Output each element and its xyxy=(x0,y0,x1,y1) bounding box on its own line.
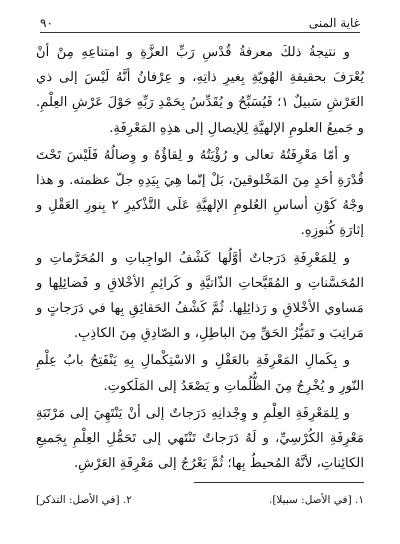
paragraph: و أمّا مَعْرِفَتُهُ تعالى و رُؤْيَتُهُ و لِقاؤُهُ و وِصالُهُ فَلَيْسَ تَحْتَ قُدْرَةِ أحَدٍ مِنَ المَخْلوقينَ، بَلْ إنّما هِيَ بِيَدِهِ جلّ عظمته. و هذا وجْهُ كَوْنِ أساسِ العُلومِ الإلهيَّةِ عَلَى التَّذْكيرِ ٢ بِنورِ العَقْلِ و إثارَةِ كُنوزِهِ. xyxy=(36,147,364,239)
footnotes xyxy=(36,494,364,506)
body-text xyxy=(36,40,364,478)
header-rule xyxy=(40,32,360,33)
footnote-rule xyxy=(194,482,364,483)
page-header xyxy=(40,10,360,30)
footnote-1: ١. [في الأصل: سبيلا]. xyxy=(268,494,364,506)
paragraph: و لِلمَعْرِفَةِ العِلْمِ و وِجْدانِهِ دَرَجاتٌ إلى أنْ يَنْتَهِيَ إلى مَرْتَبَةِ مَعْرِفَةِ الكُرْسِيِّ، و لَهُ دَرَجاتٌ تَنْتَهي إلى تَحَمُّلِ العِلْمِ بِجَميعِ الكائِناتِ، لأنَّهُ المُحيطُ بِها؛ ثُمَّ يَعْرُجُ إلى مَعْرِفَةِ العَرْشِ. xyxy=(36,405,364,472)
paragraph: و لِلمَعْرِفَةِ دَرَجاتٌ أوَّلُها كَشْفُ الواجِباتِ و المُحَرَّماتِ و المُحَسَّناتِ و المُقَبَّحاتِ الذّاتيَّةِ و كَرائِمِ الأخْلاقِ و فَضائِلِها و مَساوي الأخْلاقِ و رَذائِلِها. ثُمَّ كَشْفُ الحَقائِقِ بِها في دَرَجاتٍ و مَراتِبَ و تَمَيُّزُ الحَقِّ مِنَ الباطِلِ، و الصّادِقِ مِنَ الكاذِبِ. xyxy=(36,250,364,342)
page-number: ٩٠ xyxy=(40,16,53,30)
footnote-2: ٢. [في الأصل: التذكر] xyxy=(36,494,132,506)
paragraph: و بِكَمالِ المَعْرِفَةِ بالعَقْلِ و الاسْتِكْمالِ بِهِ يَنْفَتِحُ بابُ عِلْمِ النّورِ و يُخْرِجُ مِنَ الظُّلُماتِ و يَصْعَدُ إلى المَلَكوتِ. xyxy=(36,353,364,394)
running-title: غاية المنى xyxy=(308,16,360,30)
paragraph: و نتيجةُ ذلكَ معرفةُ قُدْسِ رَبِّ العزَّةِ و امتناعِهِ مِنْ أنْ يُعْرَفَ بحقيقةِ الهُويّةِ بِغيرِ ذاتِهِ، و عِرْفانُ أنَّهُ لَيْسَ إلى ذي العَرْشِ سَبيلٌ ١؛ فَيُسَبِّحُ و يُقَدِّسُ بِحَمْدِ رَبِّهِ حَوْلَ عَرْشِ العِلْمِ. و جَميعُ العلومِ الإلهيَّةِ لِلإيصالِ إلى هذِهِ المَعْرِفَةِ. xyxy=(36,45,364,136)
